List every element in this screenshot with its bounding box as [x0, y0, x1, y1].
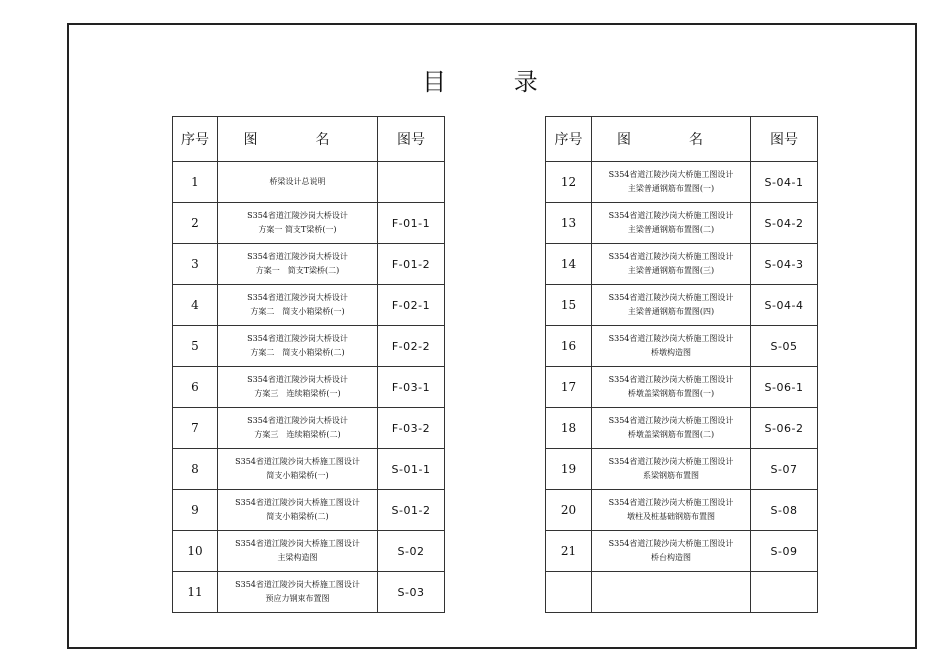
drawing-name-line-2: 主梁普通钢筋布置图(一) — [627, 184, 715, 193]
drawing-name-line-1: S354省道江陵沙岗大桥施工图设计 — [235, 580, 360, 589]
drawing-name-line-2: 主梁普通钢筋布置图(二) — [627, 225, 715, 234]
drawing-name-line-1: 桥梁设计总说明 — [269, 177, 326, 186]
row-drawing-code: S-04-2 — [751, 203, 818, 244]
row-index: 9 — [173, 490, 218, 531]
row-drawing-name — [592, 490, 751, 531]
table-row — [546, 326, 818, 367]
table-row — [546, 203, 818, 244]
header-index: 序号 — [173, 117, 218, 162]
row-drawing-code: S-04-1 — [751, 162, 818, 203]
row-index: 4 — [173, 285, 218, 326]
drawing-name-line-1: S354省道江陵沙岗大桥施工图设计 — [608, 334, 734, 343]
row-drawing-code: F-03-1 — [378, 367, 445, 408]
row-drawing-name — [218, 285, 378, 326]
drawing-name-line-1: S354省道江陵沙岗大桥施工图设计 — [608, 252, 734, 261]
row-index: 7 — [173, 408, 218, 449]
table-row — [173, 449, 445, 490]
row-index: 14 — [546, 244, 592, 285]
table-row — [546, 162, 818, 203]
drawing-name-line-1: S354省道江陵沙岗大桥设计 — [247, 293, 348, 302]
drawing-name-line-1: S354省道江陵沙岗大桥施工图设计 — [608, 293, 734, 302]
row-drawing-code: F-02-1 — [378, 285, 445, 326]
drawing-name-line-2: 简支小箱梁桥(一) — [266, 471, 329, 480]
drawing-name-line-2: 方案一 简支T梁桥(二) — [255, 266, 340, 275]
row-drawing-name — [218, 408, 378, 449]
row-index: 12 — [546, 162, 592, 203]
table-row — [173, 367, 445, 408]
row-drawing-code: S-07 — [751, 449, 818, 490]
drawing-name-line-2: 主梁普通钢筋布置图(四) — [627, 307, 715, 316]
drawing-name-line-1: S354省道江陵沙岗大桥施工图设计 — [235, 498, 360, 507]
row-drawing-name — [592, 449, 751, 490]
drawing-name-line-2: 主梁普通钢筋布置图(三) — [627, 266, 715, 275]
row-index: 13 — [546, 203, 592, 244]
row-index — [546, 572, 592, 613]
drawing-name-line-2: 桥台构造图 — [651, 553, 691, 562]
row-index: 20 — [546, 490, 592, 531]
table-row — [546, 285, 818, 326]
page-title: 目 录 — [422, 68, 568, 96]
row-drawing-code: S-06-1 — [751, 367, 818, 408]
table-row — [546, 531, 818, 572]
table-row — [173, 572, 445, 613]
header-row — [546, 117, 818, 162]
row-drawing-code: S-02 — [378, 531, 445, 572]
table-row — [546, 449, 818, 490]
toc-table-left — [172, 116, 445, 613]
row-drawing-code: S-08 — [751, 490, 818, 531]
row-index: 16 — [546, 326, 592, 367]
row-drawing-name — [592, 285, 751, 326]
header-code: 图号 — [751, 117, 818, 162]
row-drawing-code: S-04-3 — [751, 244, 818, 285]
table-row — [173, 285, 445, 326]
row-drawing-code: S-04-4 — [751, 285, 818, 326]
drawing-name-line-2: 桥墩构造图 — [651, 348, 691, 357]
table-row — [173, 490, 445, 531]
row-drawing-code: F-01-2 — [378, 244, 445, 285]
row-drawing-code: S-01-2 — [378, 490, 445, 531]
drawing-name-line-2: 简支小箱梁桥(二) — [266, 512, 329, 521]
row-drawing-code: F-03-2 — [378, 408, 445, 449]
drawing-name-line-2: 方案三 连续箱梁桥(一) — [254, 389, 341, 398]
row-drawing-code: S-05 — [751, 326, 818, 367]
drawing-name-line-1: S354省道江陵沙岗大桥施工图设计 — [608, 375, 734, 384]
row-drawing-name — [218, 162, 378, 203]
table-row — [173, 531, 445, 572]
row-drawing-name — [218, 244, 378, 285]
drawing-name-line-1: S354省道江陵沙岗大桥施工图设计 — [608, 211, 734, 220]
drawing-name-line-1: S354省道江陵沙岗大桥施工图设计 — [608, 498, 734, 507]
header-name: 图 名 — [592, 117, 751, 162]
drawing-name-line-2: 方案一 简支T梁桥(一) — [258, 225, 337, 234]
row-drawing-code — [378, 162, 445, 203]
table-row — [173, 326, 445, 367]
row-index: 10 — [173, 531, 218, 572]
drawing-name-line-1: S354省道江陵沙岗大桥设计 — [247, 375, 348, 384]
row-index: 21 — [546, 531, 592, 572]
drawing-name-line-1: S354省道江陵沙岗大桥施工图设计 — [608, 539, 734, 548]
drawing-name-line-1: S354省道江陵沙岗大桥设计 — [247, 334, 348, 343]
row-drawing-code: S-01-1 — [378, 449, 445, 490]
table-row — [173, 162, 445, 203]
table-row — [546, 244, 818, 285]
row-drawing-name — [592, 326, 751, 367]
row-drawing-name — [218, 203, 378, 244]
drawing-name-line-1: S354省道江陵沙岗大桥施工图设计 — [608, 457, 734, 466]
row-drawing-name — [592, 367, 751, 408]
drawing-name-line-2: 方案二 简支小箱梁桥(一) — [250, 307, 345, 316]
row-drawing-code: S-03 — [378, 572, 445, 613]
drawing-name-line-2: 桥墩盖梁钢筋布置图(二) — [627, 430, 715, 439]
drawing-name-line-1: S354省道江陵沙岗大桥设计 — [247, 252, 348, 261]
row-drawing-code: S-09 — [751, 531, 818, 572]
row-drawing-code: F-01-1 — [378, 203, 445, 244]
drawing-name-line-2: 墩柱及桩基础钢筋布置图 — [627, 512, 715, 521]
row-index: 19 — [546, 449, 592, 490]
row-index: 6 — [173, 367, 218, 408]
drawing-name-line-2: 方案三 连续箱梁桥(二) — [254, 430, 341, 439]
drawing-name-line-1: S354省道江陵沙岗大桥设计 — [247, 416, 348, 425]
row-index: 3 — [173, 244, 218, 285]
drawing-name-line-1: S354省道江陵沙岗大桥施工图设计 — [235, 457, 360, 466]
row-drawing-name — [592, 408, 751, 449]
row-drawing-name — [218, 490, 378, 531]
table-row — [546, 408, 818, 449]
header-index: 序号 — [546, 117, 592, 162]
drawing-name-line-2: 系梁钢筋布置图 — [643, 471, 699, 480]
header-name: 图 名 — [218, 117, 378, 162]
row-index: 17 — [546, 367, 592, 408]
row-drawing-name — [218, 326, 378, 367]
table-row — [173, 203, 445, 244]
row-drawing-name — [218, 367, 378, 408]
drawing-name-line-1: S354省道江陵沙岗大桥施工图设计 — [608, 416, 734, 425]
table-row — [173, 244, 445, 285]
toc-table-right — [545, 116, 818, 613]
table-row — [546, 490, 818, 531]
row-index: 18 — [546, 408, 592, 449]
row-index: 15 — [546, 285, 592, 326]
row-index: 2 — [173, 203, 218, 244]
row-drawing-code — [751, 572, 818, 613]
row-drawing-name — [592, 203, 751, 244]
row-drawing-name — [592, 531, 751, 572]
drawing-name-line-2: 主梁构造图 — [277, 553, 318, 562]
table-row — [546, 367, 818, 408]
row-drawing-code: S-06-2 — [751, 408, 818, 449]
drawing-name-line-2: 预应力钢束布置图 — [265, 594, 330, 603]
row-drawing-name — [592, 244, 751, 285]
drawing-name-line-2: 桥墩盖梁钢筋布置图(一) — [627, 389, 715, 398]
row-index: 5 — [173, 326, 218, 367]
row-index: 1 — [173, 162, 218, 203]
table-row — [546, 572, 818, 613]
row-drawing-name — [218, 531, 378, 572]
row-drawing-name — [592, 162, 751, 203]
row-drawing-code: F-02-2 — [378, 326, 445, 367]
header-row — [173, 117, 445, 162]
drawing-name-line-1: S354省道江陵沙岗大桥施工图设计 — [235, 539, 360, 548]
drawing-name-line-1: S354省道江陵沙岗大桥施工图设计 — [608, 170, 734, 179]
drawing-name-line-1: S354省道江陵沙岗大桥设计 — [247, 211, 348, 220]
row-index: 11 — [173, 572, 218, 613]
drawing-name-line-2: 方案二 简支小箱梁桥(二) — [250, 348, 345, 357]
row-index: 8 — [173, 449, 218, 490]
header-code: 图号 — [378, 117, 445, 162]
table-row — [173, 408, 445, 449]
row-drawing-name — [218, 449, 378, 490]
row-drawing-name — [218, 572, 378, 613]
row-drawing-name — [592, 572, 751, 613]
